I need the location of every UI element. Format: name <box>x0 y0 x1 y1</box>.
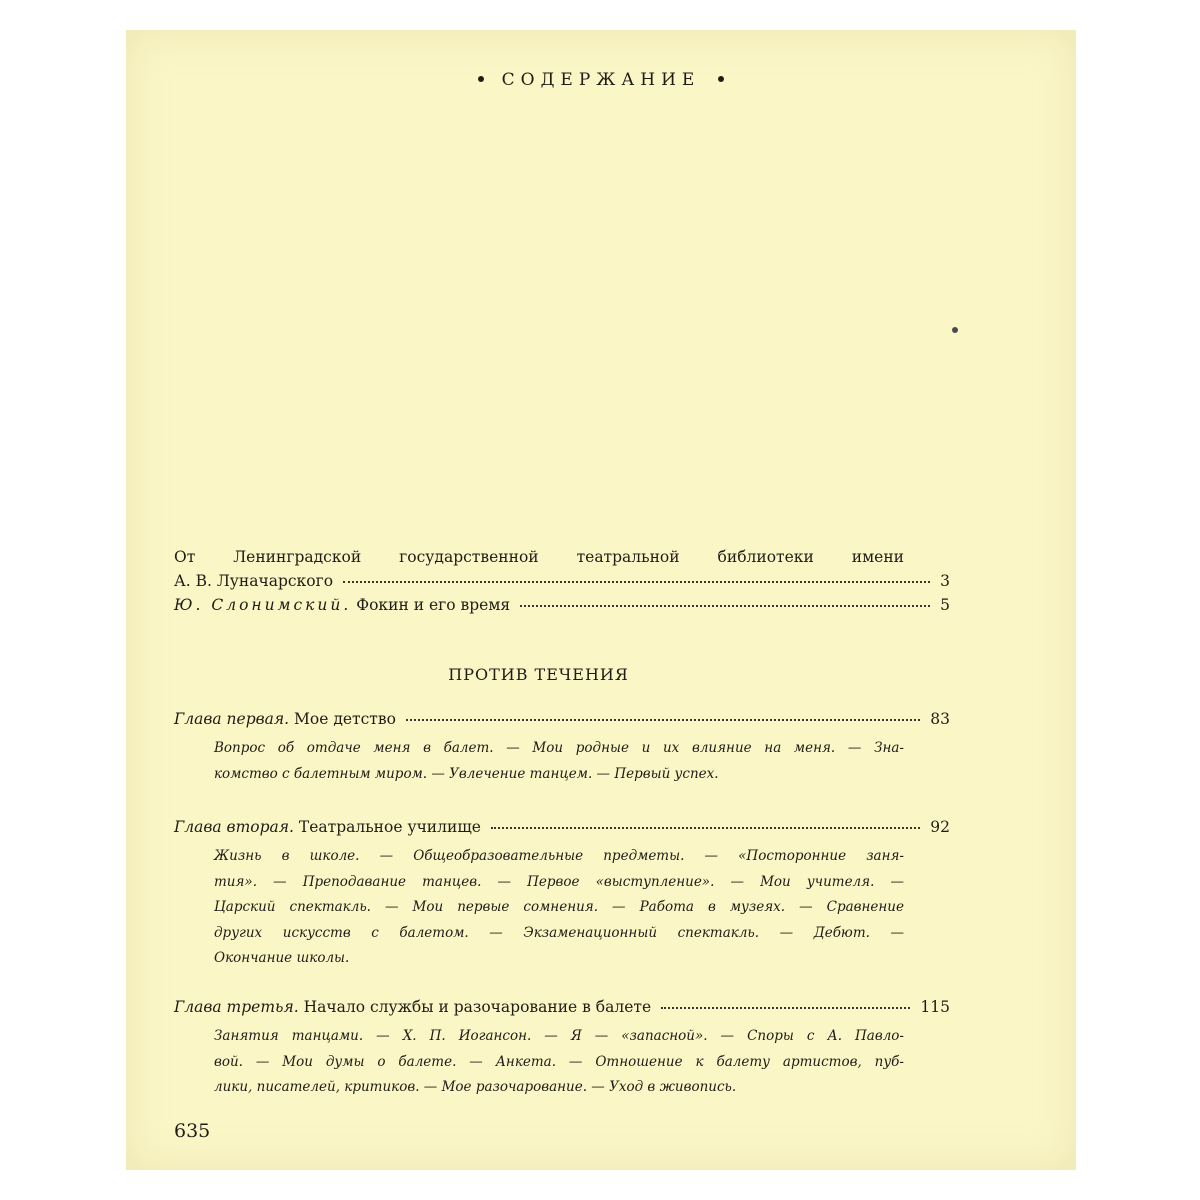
toc-entry-library-line1: От Ленинградской государственной театральной библиотеки имени <box>174 548 904 566</box>
dot-leader <box>343 581 930 583</box>
chapter-label: Глава первая. <box>174 710 290 728</box>
toc-page-number: 83 <box>930 710 950 728</box>
description-line: Окончание школы. <box>214 950 350 966</box>
description-line: Жизнь в школе. — Общеобразовательные предметы. — «Посторонние заня- <box>214 848 904 864</box>
toc-page-number: 92 <box>930 818 950 836</box>
dot-leader <box>661 1007 910 1009</box>
toc-chapter-3 <box>174 998 950 1016</box>
toc-entry-library <box>174 572 950 590</box>
contents-heading <box>126 70 1076 90</box>
toc-chapter-1 <box>174 710 950 728</box>
paper-speck <box>952 327 958 333</box>
description-line: других искусств с балетом. — Экзаменационный спектакль. — Дебют. — <box>214 924 904 941</box>
description-line: лики, писателей, критиков. — Мое разочарование. — Уход в живопись. <box>214 1079 737 1095</box>
chapter-title: Начало службы и разочарование в балете <box>303 998 652 1016</box>
toc-entry-library-line2: А. В. Луначарского <box>174 572 334 590</box>
heading-bullet-left <box>478 76 484 82</box>
chapter-title: Театральное училище <box>298 818 481 836</box>
chapter-label: Глава вторая. <box>174 818 294 836</box>
toc-entry-slonimsky <box>174 596 950 614</box>
dot-leader <box>491 827 920 829</box>
description-line: Вопрос об отдаче меня в балет. — Мои родные и их влияние на меня. — Зна- <box>214 740 904 756</box>
toc-page-number: 115 <box>920 998 950 1016</box>
description-line: тия». — Преподавание танцев. — Первое «выступление». — Мои учителя. — <box>214 873 904 890</box>
chapter-2-description <box>214 844 904 972</box>
toc-entry-author: Ю. Слонимский. <box>174 596 352 614</box>
page-number: 635 <box>174 1120 211 1142</box>
toc-entry-title: Фокин и его время <box>356 596 511 614</box>
heading-bullet-right <box>718 76 724 82</box>
book-page <box>126 30 1076 1170</box>
description-line: вой. — Мои думы о балете. — Анкета. — Отношение к балету артистов, пуб- <box>214 1053 904 1070</box>
description-line: Занятия танцами. — Х. П. Иогансон. — Я — «запасной». — Споры с А. Павло- <box>214 1028 904 1044</box>
contents-heading-text: СОДЕРЖАНИЕ <box>501 70 701 90</box>
dot-leader <box>406 719 920 721</box>
chapter-3-description <box>214 1024 904 1101</box>
toc-page-number: 3 <box>940 572 950 590</box>
chapter-title: Мое детство <box>294 710 396 728</box>
section-title: ПРОТИВ ТЕЧЕНИЯ <box>448 665 629 684</box>
chapter-label: Глава третья. <box>174 998 299 1016</box>
chapter-1-description <box>214 736 904 787</box>
dot-leader <box>520 605 930 607</box>
toc-page-number: 5 <box>940 596 950 614</box>
description-line: Царский спектакль. — Мои первые сомнения. — Работа в музеях. — Сравнение <box>214 899 904 915</box>
toc-chapter-2 <box>174 818 950 836</box>
description-line: комство с балетным миром. — Увлечение танцем. — Первый успех. <box>214 765 719 782</box>
